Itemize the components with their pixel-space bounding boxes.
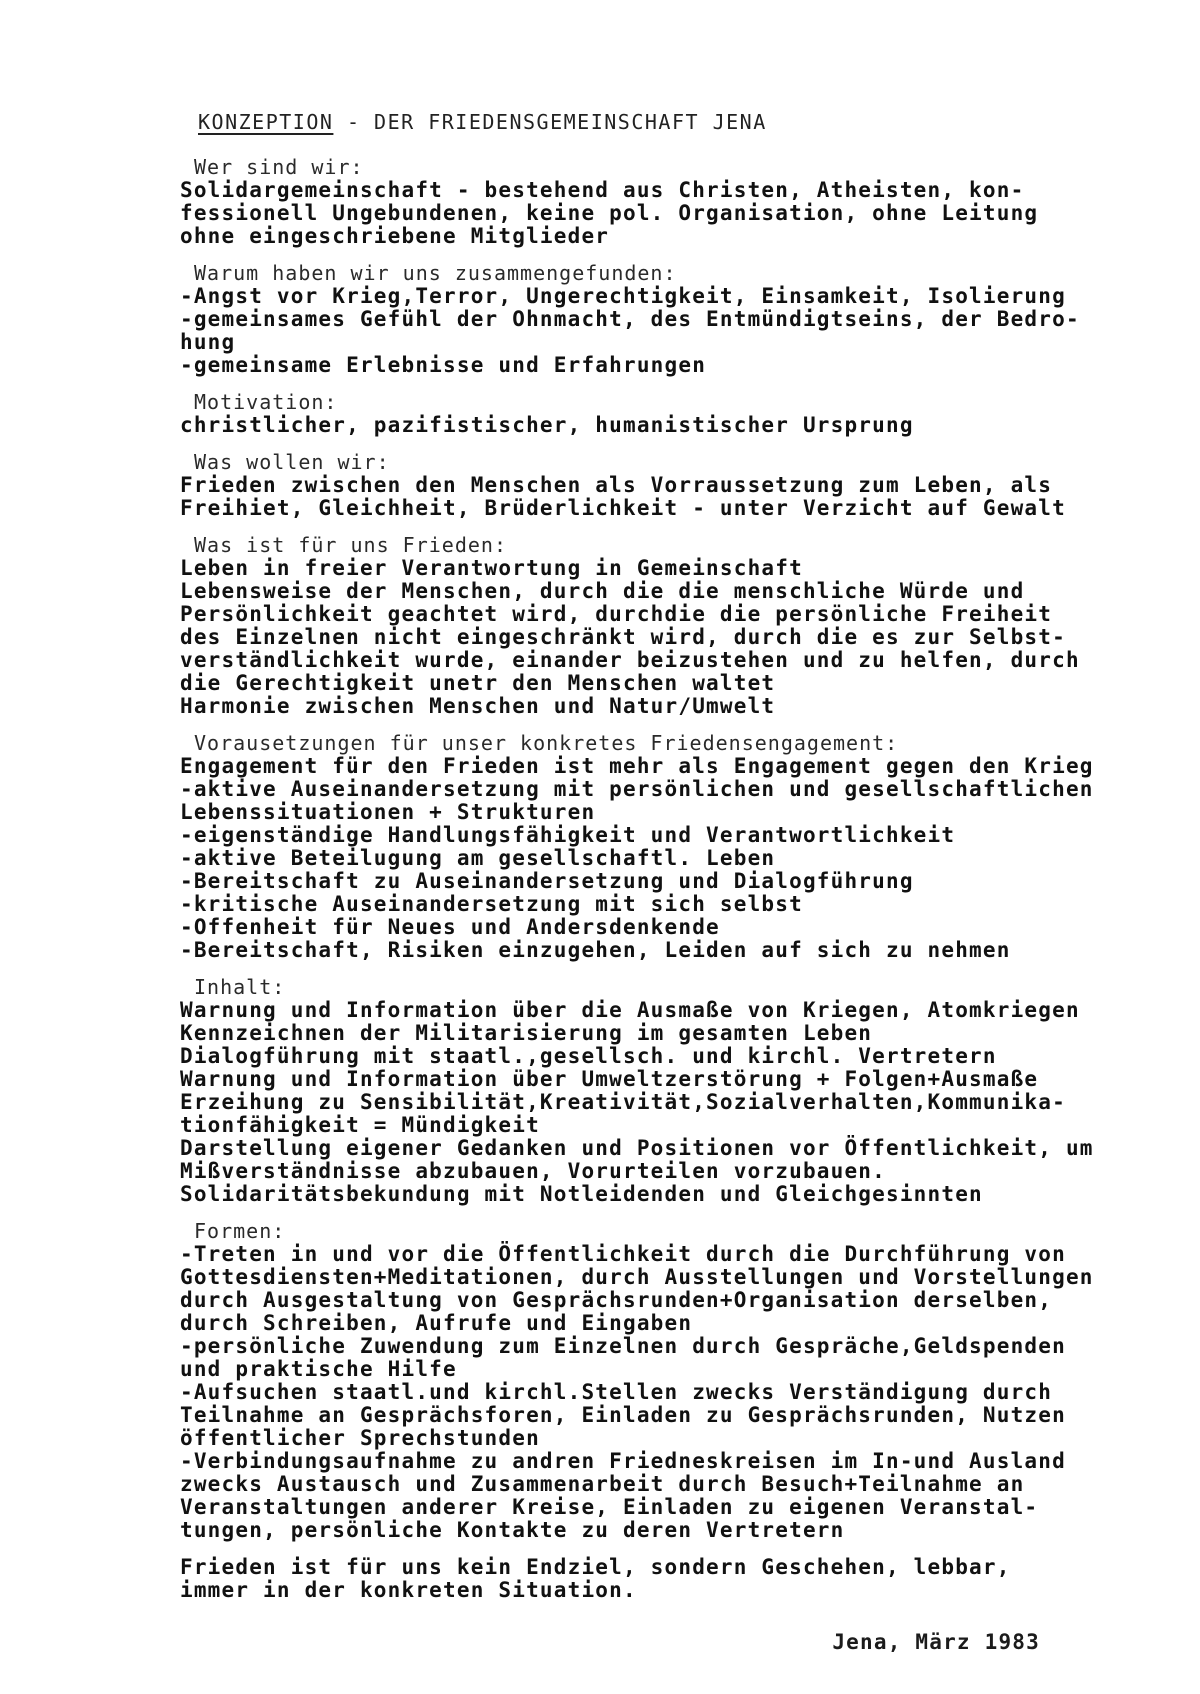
section-line: öffentlicher Sprechstunden: [180, 1426, 540, 1450]
section-line: Gottesdiensten+Meditationen, durch Ausstellungen und Vorstellungen: [180, 1265, 1094, 1289]
section: [180, 976, 1140, 1206]
section: [180, 391, 1140, 437]
closing-statement: [180, 1556, 1140, 1602]
section-heading: Vorausetzungen für unser konkretes Friedensengagement:: [194, 731, 899, 755]
section-line: -gemeinsame Erlebnisse und Erfahrungen: [180, 353, 707, 377]
section: [180, 262, 1140, 377]
closing-line: immer in der konkreten Situation.: [180, 1578, 637, 1602]
section-line: Freihiet, Gleichheit, Brüderlichkeit - unter Verzicht auf Gewalt: [180, 496, 1066, 520]
section-line: Lebenssituationen + Strukturen: [180, 800, 596, 824]
section-heading: Warum haben wir uns zusammengefunden:: [194, 261, 677, 285]
title-subject: DER FRIEDENSGEMEINSCHAFT JENA: [374, 110, 767, 134]
section-line: Warnung und Information über die Ausmaße von Kriegen, Atomkriegen: [180, 998, 1080, 1022]
sections-container: [180, 156, 1140, 1542]
section-line: Frieden zwischen den Menschen als Vorraussetzung zum Leben, als: [180, 473, 1053, 497]
section-line: -Offenheit für Neues und Andersdenkende: [180, 915, 720, 939]
section-line: -aktive Beteilugung am gesellschaftl. Leben: [180, 846, 776, 870]
section-line: durch Ausgestaltung von Gesprächsrunden+Organisation derselben,: [180, 1288, 1053, 1312]
document-title: [198, 110, 1140, 134]
section-line: -Angst vor Krieg,Terror, Ungerechtigkeit, Einsamkeit, Isolierung: [180, 284, 1066, 308]
section-line: -gemeinsames Gefühl der Ohnmacht, des Entmündigtseins, der Bedro-: [180, 307, 1080, 331]
section: [180, 451, 1140, 520]
section-line: durch Schreiben, Aufrufe und Eingaben: [180, 1311, 693, 1335]
section-line: Engagement für den Frieden ist mehr als Engagement gegen den Krieg: [180, 754, 1094, 778]
section-line: -Bereitschaft, Risiken einzugehen, Leiden auf sich zu nehmen: [180, 938, 1011, 962]
section-line: Solidargemeinschaft - bestehend aus Christen, Atheisten, kon-: [180, 178, 1025, 202]
section-line: -Verbindungsaufnahme zu andren Friedneskreisen im In-und Ausland: [180, 1449, 1066, 1473]
title-keyword: KONZEPTION: [198, 110, 334, 134]
section-line: christlicher, pazifistischer, humanistischer Ursprung: [180, 413, 914, 437]
section-line: tionfähigkeit = Mündigkeit: [180, 1113, 540, 1137]
title-separator: -: [333, 110, 375, 134]
section-line: Kennzeichnen der Militarisierung im gesamten Leben: [180, 1021, 873, 1045]
section-line: -Treten in und vor die Öffentlichkeit durch die Durchführung von: [180, 1242, 1066, 1266]
section-line: Harmonie zwischen Menschen und Natur/Umwelt: [180, 694, 776, 718]
section-line: -persönliche Zuwendung zum Einzelnen durch Gespräche,Geldspenden: [180, 1334, 1066, 1358]
section-line: -Aufsuchen staatl.und kirchl.Stellen zwecks Verständigung durch: [180, 1380, 1053, 1404]
section-line: Persönlichkeit geachtet wird, durchdie die persönliche Freiheit: [180, 602, 1053, 626]
section-line: -eigenständige Handlungsfähigkeit und Verantwortlichkeit: [180, 823, 956, 847]
section-line: Erzeihung zu Sensibilität,Kreativität,Sozialverhalten,Kommunika-: [180, 1090, 1066, 1114]
section-line: hung: [180, 330, 236, 354]
section-line: verständlichkeit wurde, einander beizustehen und zu helfen, durch: [180, 648, 1080, 672]
section-line: tungen, persönliche Kontakte zu deren Vertretern: [180, 1518, 845, 1542]
section-line: -aktive Auseinandersetzung mit persönlichen und gesellschaftlichen: [180, 777, 1094, 801]
section-line: die Gerechtigkeit unetr den Menschen waltet: [180, 671, 776, 695]
section-line: -kritische Auseinandersetzung mit sich selbst: [180, 892, 803, 916]
section-line: Warnung und Information über Umweltzerstörung + Folgen+Ausmaße: [180, 1067, 1039, 1091]
section-heading: Was wollen wir:: [194, 450, 390, 474]
section-line: -Bereitschaft zu Auseinandersetzung und Dialogführung: [180, 869, 914, 893]
section-line: Lebensweise der Menschen, durch die die menschliche Würde und: [180, 579, 1025, 603]
section: [180, 534, 1140, 718]
section-line: des Einzelnen nicht eingeschränkt wird, durch die es zur Selbst-: [180, 625, 1066, 649]
section: [180, 732, 1140, 962]
section-heading: Was ist für uns Frieden:: [194, 533, 507, 557]
place-date-signature: Jena, März 1983: [832, 1630, 1040, 1654]
section-line: Dialogführung mit staatl.,gesellsch. und kirchl. Vertretern: [180, 1044, 997, 1068]
section-heading: Motivation:: [194, 390, 338, 414]
section: [180, 1220, 1140, 1542]
closing-line: Frieden ist für uns kein Endziel, sondern Geschehen, lebbar,: [180, 1555, 1011, 1579]
section-line: Darstellung eigener Gedanken und Positionen vor Öffentlichkeit, um: [180, 1136, 1094, 1160]
section-line: Solidaritätsbekundung mit Notleidenden und Gleichgesinnten: [180, 1182, 983, 1206]
section-line: Teilnahme an Gesprächsforen, Einladen zu Gesprächsrunden, Nutzen: [180, 1403, 1066, 1427]
section-line: Leben in freier Verantwortung in Gemeinschaft: [180, 556, 803, 580]
section-line: zwecks Austausch und Zusammenarbeit durch Besuch+Teilnahme an: [180, 1472, 1025, 1496]
section-heading: Inhalt:: [194, 975, 286, 999]
section-line: Mißverständnisse abzubauen, Vorurteilen vorzubauen.: [180, 1159, 886, 1183]
section-line: ohne eingeschriebene Mitglieder: [180, 224, 610, 248]
section-line: Veranstaltungen anderer Kreise, Einladen zu eigenen Veranstal-: [180, 1495, 1039, 1519]
section-line: und praktische Hilfe: [180, 1357, 457, 1381]
section-heading: Wer sind wir:: [194, 155, 364, 179]
section-line: fessionell Ungebundenen, keine pol. Organisation, ohne Leitung: [180, 201, 1039, 225]
section-heading: Formen:: [194, 1219, 286, 1243]
section: [180, 156, 1140, 248]
